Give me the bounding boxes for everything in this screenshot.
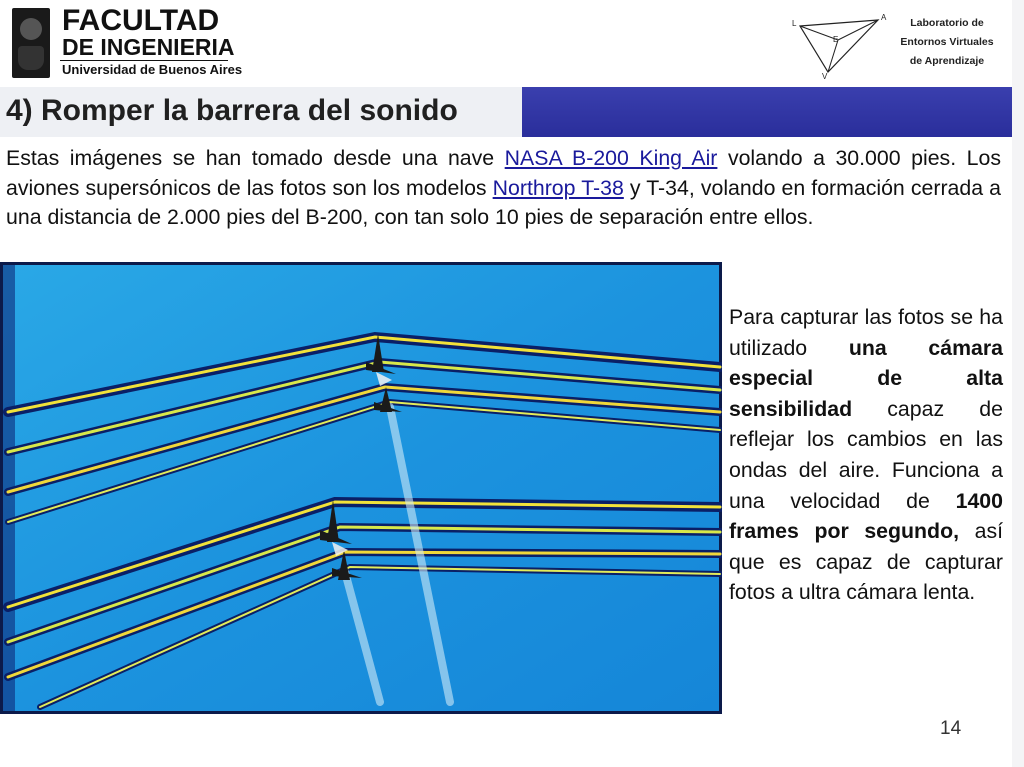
camera-highlight-1: una cámara especial de alta sensibilidad [729,335,1003,421]
intro-text-2: volando a 30.000 pies. Los aviones supersónicos de las fotos son los modelos [6,146,1001,200]
lab-name-line2: Entornos Virtuales [900,36,994,48]
intro-paragraph [6,144,1001,233]
lab-letter-a: A [881,13,887,22]
svg-text:E [833,35,838,44]
slide-title: 4) Romper la barrera del sonido [6,94,458,127]
camera-text-3: así que es capaz de capturar fotos a ultra cámara lenta. [729,519,1004,605]
camera-highlight-2: 1400 frames por segundo, [729,488,1003,544]
intro-text-1: Estas imágenes se han tomado desde una nave [6,146,505,170]
nasa-b200-link[interactable]: NASA B-200 King Air [504,146,718,170]
lab-name-line3: de Aprendizaje [909,55,985,67]
faculty-name-line2: DE INGENIERIA [62,34,235,60]
intro-text-3: y T-34, volando en formación cerrada a una distancia de 2.000 pies del B-200, con tan solo 10 pies de separación entre ellos. [6,175,1001,229]
lab-name [882,14,1012,71]
svg-text:V [822,72,828,80]
camera-text-1: Para capturar las fotos se ha utilizado [729,305,1003,360]
right-edge [1012,0,1024,767]
faculty-name-line1: FACULTAD [62,4,220,37]
lab-letter-e: E [833,35,839,44]
university-name: Universidad de Buenos Aires [62,62,243,77]
slide-header [0,0,1024,88]
faculty-divider [60,60,228,61]
faculty-emblem-icon [12,8,50,78]
schlieren-photo [0,262,722,714]
lab-letter-l: L [792,19,797,28]
page-number: 14 [940,718,962,739]
lab-name-line1: Laboratorio de [910,17,984,29]
camera-text-2: capaz de reflejar los cambios en las ondas del aire. Funciona a una velocidad de [729,396,1003,513]
lab-letter-v: V [822,72,828,80]
svg-text:L [792,19,797,28]
camera-description [729,302,1003,608]
northrop-t38-link[interactable]: Northrop T-38 [492,175,624,200]
